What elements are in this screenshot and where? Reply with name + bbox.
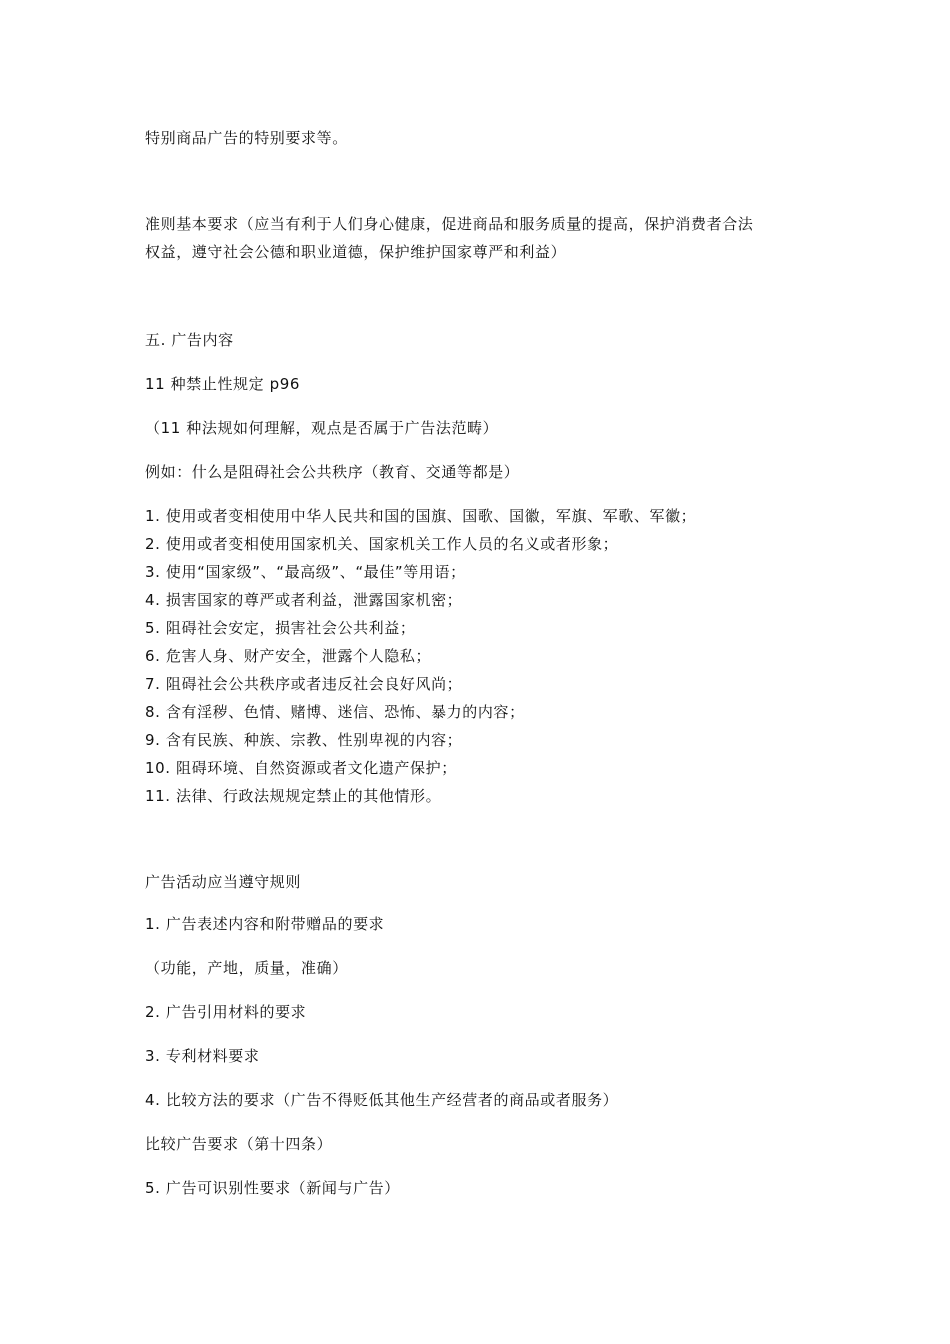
list-item: 4. 损害国家的尊严或者利益，泄露国家机密； xyxy=(145,591,463,609)
rule-item-1: 1. 广告表述内容和附带赠品的要求 xyxy=(145,915,385,933)
rule-item-2: 2. 广告引用材料的要求 xyxy=(145,1003,307,1021)
intro-tail-text: 特别商品广告的特别要求等。 xyxy=(145,129,348,147)
list-item: 5. 阻碍社会安定，损害社会公共利益； xyxy=(145,619,416,637)
list-item: 9. 含有民族、种族、宗教、性别卑视的内容； xyxy=(145,731,463,749)
list-item: 10. 阻碍环境、自然资源或者文化遗产保护； xyxy=(145,759,457,777)
basic-requirement-line-2: 权益，遵守社会公德和职业道德，保护维护国家尊严和利益） xyxy=(145,243,567,261)
prohibitions-subheading: 11 种禁止性规定 p96 xyxy=(145,375,301,393)
basic-requirement-line-1: 准则基本要求（应当有利于人们身心健康，促进商品和服务质量的提高，保护消费者合法 xyxy=(145,215,754,233)
rule-item-5: 5. 广告可识别性要求（新闻与广告） xyxy=(145,1179,400,1197)
rule-item-4: 4. 比较方法的要求（广告不得贬低其他生产经营者的商品或者服务） xyxy=(145,1091,619,1109)
list-item: 1. 使用或者变相使用中华人民共和国的国旗、国歌、国徽，军旗、军歌、军徽； xyxy=(145,507,697,525)
list-item: 2. 使用或者变相使用国家机关、国家机关工作人员的名义或者形象； xyxy=(145,535,619,553)
rules-heading: 广告活动应当遵守规则 xyxy=(145,873,302,891)
rule-item-1-note: （功能，产地，质量，准确） xyxy=(145,959,348,977)
prohibitions-question: （11 种法规如何理解，观点是否属于广告法范畴） xyxy=(145,419,499,437)
rule-item-3: 3. 专利材料要求 xyxy=(145,1047,260,1065)
prohibitions-example: 例如：什么是阻碍社会公共秩序（教育、交通等都是） xyxy=(145,463,520,481)
list-item: 7. 阻碍社会公共秩序或者违反社会良好风尚； xyxy=(145,675,463,693)
list-item: 3. 使用“国家级”、“最高级”、“最佳”等用语； xyxy=(145,563,466,581)
list-item: 11. 法律、行政法规规定禁止的其他情形。 xyxy=(145,787,442,805)
list-item: 8. 含有淫秽、色情、赌博、迷信、恐怖、暴力的内容； xyxy=(145,703,525,721)
list-item: 6. 危害人身、财产安全，泄露个人隐私； xyxy=(145,647,432,665)
section-5-heading: 五. 广告内容 xyxy=(145,331,234,349)
rule-item-4-note: 比较广告要求（第十四条） xyxy=(145,1135,333,1153)
